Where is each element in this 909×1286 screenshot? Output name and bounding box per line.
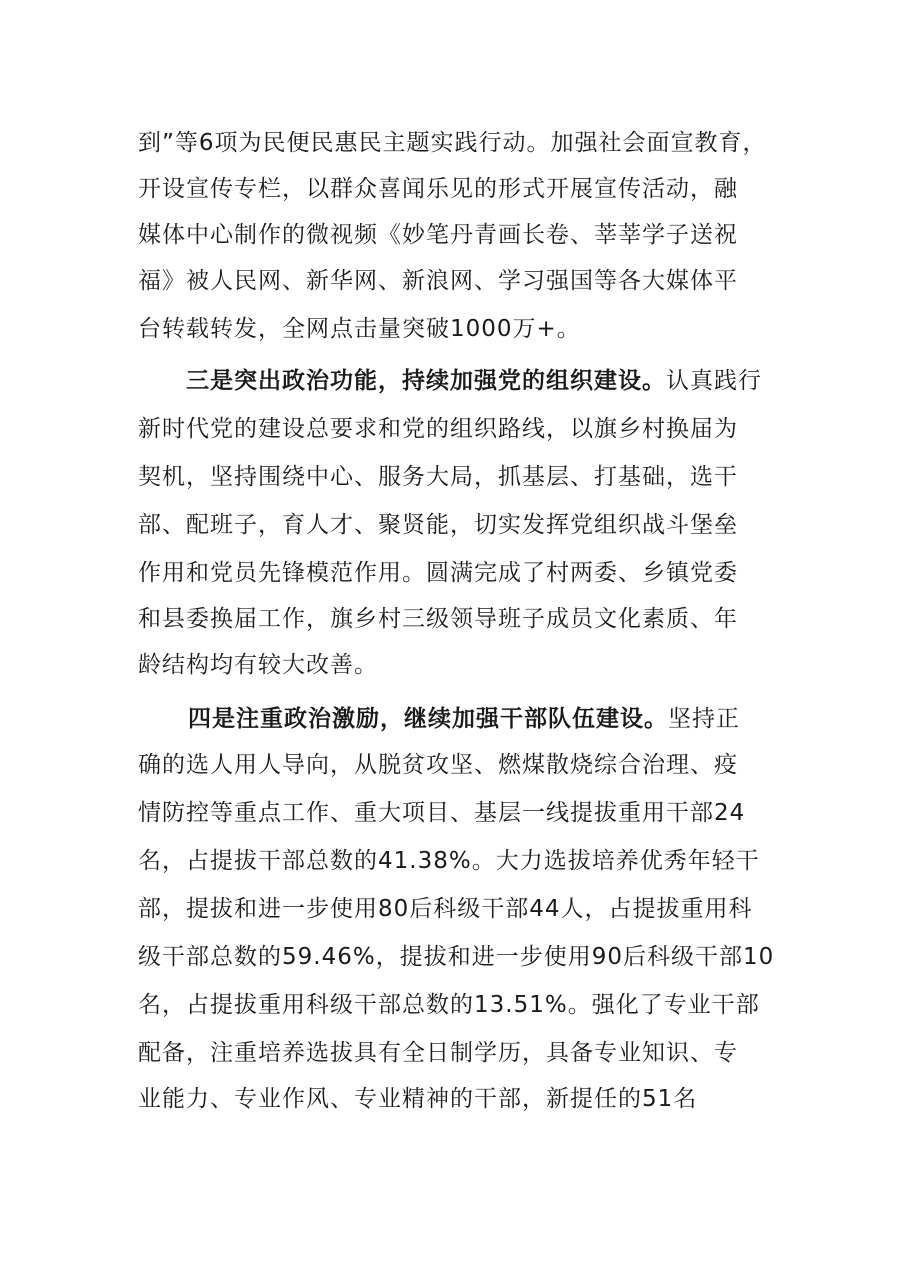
text-line: 开设宣传专栏，以群众喜闻乐见的形式开展宣传活动，融 bbox=[138, 176, 738, 202]
text-line: 情防控等重点工作、重大项目、基层一线提拔重用干部24 bbox=[138, 800, 746, 826]
text-line: 契机，坚持围绕中心、服务大局，抓基层、打基础，选干 bbox=[138, 464, 738, 490]
text-line: 名，占提拔重用科级干部总数的13.51%。强化了专业干部 bbox=[138, 992, 760, 1018]
text-line: 到”等6项为民便民惠民主题实践行动。加强社会面宣教育， bbox=[138, 130, 767, 156]
text-line: 龄结构均有较大改善。 bbox=[138, 652, 378, 678]
paragraph-heading: 四是注重政治激励，继续加强干部队伍建设。 bbox=[188, 706, 668, 732]
text-line: 新时代党的建设总要求和党的组织路线，以旗乡村换届为 bbox=[138, 416, 738, 442]
text-line: 级干部总数的59.46%，提拔和进一步使用90后科级干部10 bbox=[138, 944, 775, 970]
paragraph-text: 认真践行 bbox=[666, 368, 762, 394]
text-line: 部、配班子，育人才、聚贤能，切实发挥党组织战斗堡垒 bbox=[138, 512, 738, 538]
paragraph-first-line bbox=[188, 704, 740, 734]
text-line: 台转载转发，全网点击量突破1000万+。 bbox=[138, 316, 581, 342]
text-line: 媒体中心制作的微视频《妙笔丹青画长卷、莘莘学子送祝 bbox=[138, 222, 738, 248]
paragraph-first-line bbox=[186, 366, 762, 396]
text-line: 作用和党员先锋模范作用。圆满完成了村两委、乡镇党委 bbox=[138, 560, 738, 586]
text-line: 确的选人用人导向，从脱贫攻坚、燃煤散烧综合治理、疫 bbox=[138, 752, 738, 778]
text-line: 和县委换届工作，旗乡村三级领导班子成员文化素质、年 bbox=[138, 606, 738, 632]
text-line: 业能力、专业作风、专业精神的干部，新提任的51名 bbox=[138, 1086, 698, 1112]
paragraph-heading: 三是突出政治功能，持续加强党的组织建设。 bbox=[186, 368, 666, 394]
paragraph-text: 坚持正 bbox=[668, 706, 740, 732]
text-line: 配备，注重培养选拔具有全日制学历，具备专业知识、专 bbox=[138, 1040, 738, 1066]
text-line: 部，提拔和进一步使用80后科级干部44人，占提拔重用科 bbox=[138, 896, 753, 922]
text-line: 福》被人民网、新华网、新浪网、学习强国等各大媒体平 bbox=[138, 268, 738, 294]
text-line: 名，占提拔干部总数的41.38%。大力选拔培养优秀年轻干 bbox=[138, 848, 760, 874]
